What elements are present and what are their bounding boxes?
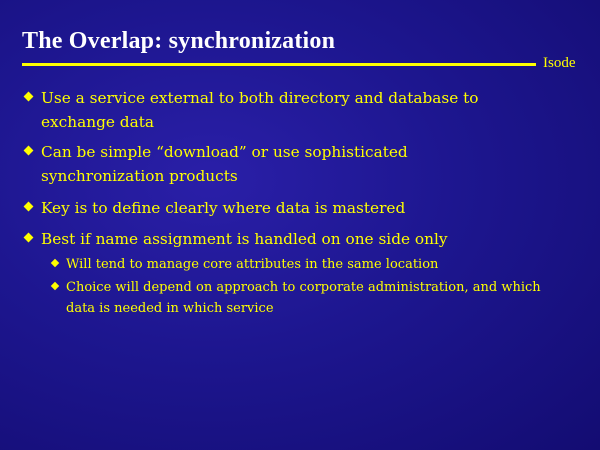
brand-label: Isode	[543, 55, 576, 71]
bullet-item	[25, 86, 525, 134]
bullet-text: Key is to define clearly where data is mastered	[41, 199, 406, 217]
diamond-sub-bullet-icon	[51, 259, 59, 267]
sub-bullet-text: Will tend to manage core attributes in the same location	[66, 257, 439, 272]
bullet-item	[25, 227, 525, 251]
sub-bullet-item	[52, 277, 542, 319]
title-underline	[22, 63, 536, 66]
bullet-text: Can be simple “download” or use sophisticated synchronization products	[41, 143, 408, 185]
diamond-bullet-icon	[24, 92, 34, 102]
diamond-bullet-icon	[24, 146, 34, 156]
bullet-text: Best if name assignment is handled on one side only	[41, 230, 448, 248]
sub-bullet-text: Choice will depend on approach to corporate administration, and which data is needed in which service	[66, 280, 541, 316]
diamond-sub-bullet-icon	[51, 282, 59, 290]
slide-title: The Overlap: synchronization	[22, 28, 336, 54]
bullet-text: Use a service external to both directory and database to exchange data	[41, 89, 479, 131]
bullet-item	[25, 140, 525, 188]
diamond-bullet-icon	[24, 202, 34, 212]
sub-bullet-item	[52, 254, 542, 275]
diamond-bullet-icon	[24, 233, 34, 243]
bullet-item	[25, 196, 525, 220]
